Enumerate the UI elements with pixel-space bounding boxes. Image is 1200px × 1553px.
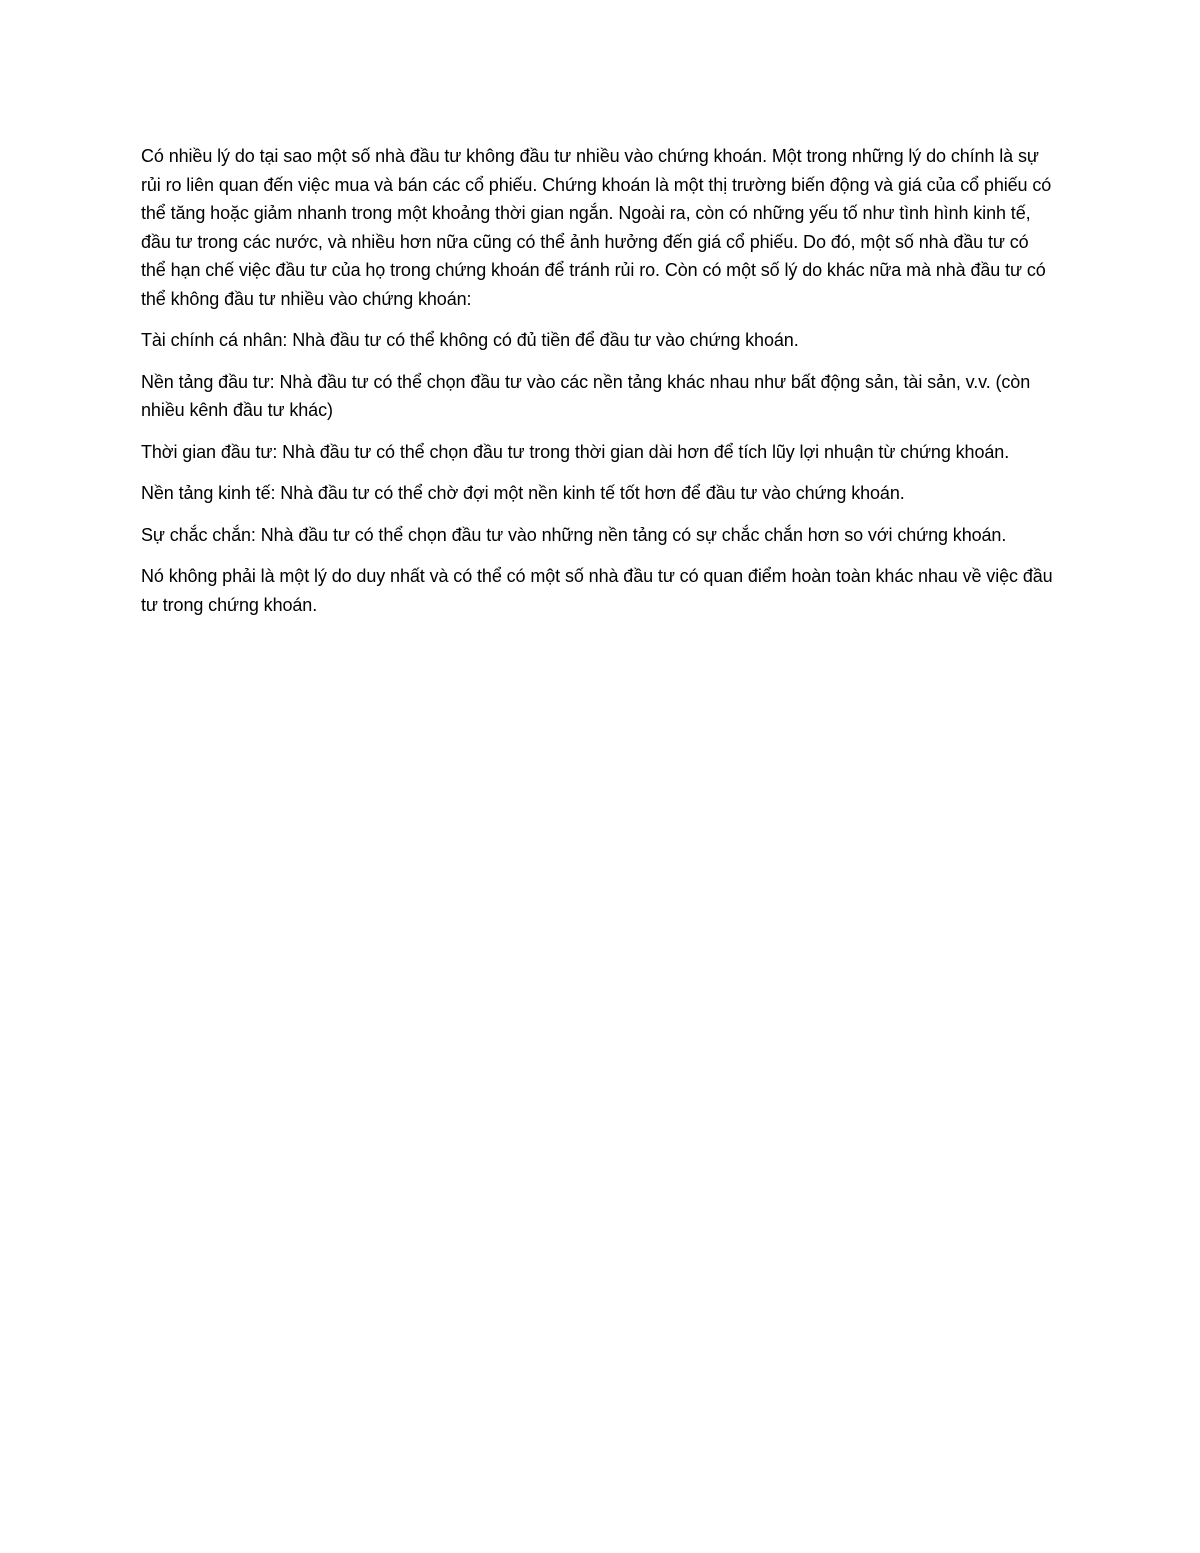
paragraph-certainty: Sự chắc chắn: Nhà đầu tư có thể chọn đầu tư vào những nền tảng có sự chắc chắn hơn so với chứng khoán. xyxy=(141,524,1007,545)
paragraph-personal-finance: Tài chính cá nhân: Nhà đầu tư có thể không có đủ tiền để đầu tư vào chứng khoán. xyxy=(141,330,799,350)
paragraph-investment-time: Thời gian đầu tư: Nhà đầu tư có thể chọn đầu tư trong thời gian dài hơn để tích lũy lợi nhuận từ chứng khoán. xyxy=(141,441,1010,462)
paragraph-conclusion: Nó không phải là một lý do duy nhất và có thể có một số nhà đầu tư có quan điểm hoàn toàn khác nhau về việc đầu tư trong chứng khoán. xyxy=(141,566,1053,615)
document-body xyxy=(141,142,1056,632)
paragraph-intro: Có nhiều lý do tại sao một số nhà đầu tư không đầu tư nhiều vào chứng khoán. Một trong những lý do chính là sự rủi ro liên quan đến việc mua và bán các cổ phiếu. Chứng khoán là một thị trường biến động và giá của cổ phiếu có thể tăng hoặc giảm nhanh trong một khoảng thời gian ngắn. Ngoài ra, còn có những yếu tố như tình hình kinh tế, đầu tư trong các nước, và nhiều hơn nữa cũng có thể ảnh hưởng đến giá cổ phiếu. Do đó, một số nhà đầu tư có thể hạn chế việc đầu tư của họ trong chứng khoán để tránh rủi ro. Còn có một số lý do khác nữa mà nhà đầu tư có thể không đầu tư nhiều vào chứng khoán: xyxy=(141,146,1052,309)
paragraph-economic-platform: Nền tảng kinh tế: Nhà đầu tư có thể chờ đợi một nền kinh tế tốt hơn để đầu tư vào chứng khoán. xyxy=(141,483,905,503)
paragraph-investment-platform: Nền tảng đầu tư: Nhà đầu tư có thể chọn đầu tư vào các nền tảng khác nhau như bất động sản, tài sản, v.v. (còn nhiều kênh đầu tư khác) xyxy=(141,371,1031,420)
